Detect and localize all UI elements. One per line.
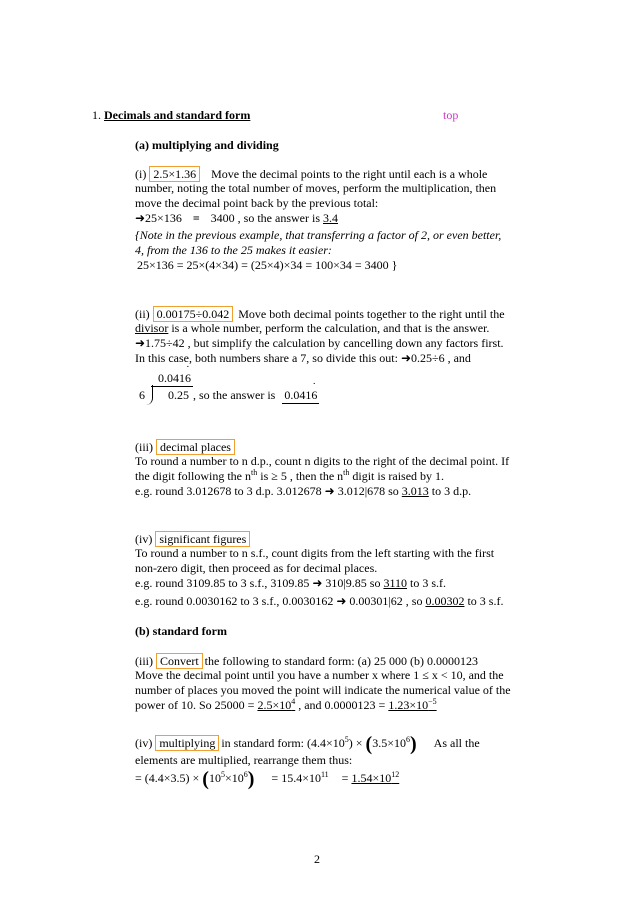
item-i-line1: (i) 2.5×1.36 Move the decimal points to the right until each is a whole [135, 167, 488, 181]
item-b4-line3: = $(4.4\times 3.5) \times (10^5\times 10^6) = 15.4\times 10^{11} = 1.54\times 10^{12}$ [135, 768, 400, 790]
division-quotient: 0.0416 ˙ [158, 371, 191, 386]
item-iv-line4: e.g. round 3109.85 to 3 s.f., 3109.85 ➜ 310|9.85 so 3110 to 3 s.f. [135, 576, 447, 590]
division-answer-line: , so the answer is 0.0416 ˙ [193, 388, 319, 404]
item-iv-line2: To round a number to n s.f., count digits from the left starting with the first [135, 546, 495, 560]
term-decimal-places: decimal places [156, 439, 235, 455]
item-ii-expression: 0.00175÷0.042 [153, 306, 234, 322]
item-iii-line3: the digit following the $n^{th}$ is ≥ 5 , then the $n^{th}$ digit is raised by 1. [135, 468, 445, 483]
item-b3-line1: (iii) Convert the following to standard form: (a) 25 000 (b) 0.0000123 [135, 654, 478, 668]
term-significant-figures: significant figures [155, 531, 250, 547]
item-i-line4: ➜25×136 = 3400 , so the answer is 3.4 [135, 211, 338, 225]
item-ii-line3: ➜1.75÷42 , but simplify the calculation by cancelling down any factors first. [135, 336, 504, 350]
division-bracket [146, 385, 153, 405]
item-ii-answer: 0.0416 ˙ [282, 388, 319, 404]
term-convert: Convert [156, 653, 203, 669]
item-b4-answer: $1.54\times 10^{12}$ [351, 770, 400, 785]
item-iv-line1: (iv) significant figures [135, 531, 252, 547]
item-ii-line4: In this case, both numbers share a 7, so divide this out: ➜0.25÷6 , and [135, 351, 471, 365]
item-iii-line4: e.g. round 3.012678 to 3 d.p. 3.012678 ➜ 3.012|678 so 3.013 to 3 d.p. [135, 484, 472, 498]
item-b3-line2: Move the decimal point until you have a number x where 1 ≤ x < 10, and the [135, 668, 504, 682]
item-i-line3: move the decimal point back by the previous total: [135, 196, 379, 210]
division-bar [151, 386, 193, 387]
section-number: 1. [92, 108, 101, 122]
item-iv-answer1: 3110 [383, 576, 408, 590]
division-dividend: 0.25 [168, 388, 189, 402]
item-b4-line2: elements are multiplied, rearrange them thus: [135, 753, 353, 767]
subheading-b: (b) standard form [135, 624, 227, 638]
page-number: 2 [314, 852, 320, 866]
item-i-answer: 3.4 [323, 211, 338, 225]
item-iv-line3: non-zero digit, then proceed as for decimal places. [135, 561, 378, 575]
item-i-line2: number, noting the total number of moves, perform the multiplication, then [135, 181, 497, 195]
division-divisor: 6 [139, 388, 145, 402]
item-iv-answer2: 0.00302 [425, 594, 465, 608]
item-iii-line2: To round a number to n d.p., count n digits to the right of the decimal point. If [135, 454, 510, 468]
item-i-expression: 2.5×1.36 [149, 166, 200, 182]
top-link[interactable]: top [443, 108, 459, 122]
item-b3-answer2: $1.23\times 10^{-5}$ [388, 697, 437, 712]
item-b3-line4: power of 10. So $25000 = 2.5\times 10^4$ , and $0.0000123 = 1.23\times 10^{-5}$ [135, 697, 437, 712]
item-ii-line1: (ii) 0.00175÷0.042 Move both decimal points together to the right until the [135, 307, 505, 321]
section-heading [92, 108, 250, 123]
item-b4-line1: (iv) multiplying in standard form: $(4.4\times 10^5) \times (3.5\times 10^6)$ As all the [135, 733, 480, 755]
item-i-note2: 4, from the 136 to the 25 makes it easier: [135, 243, 332, 257]
item-i-note3: 25×136 = 25×(4×34) = (25×4)×34 = 100×34 = 3400 } [137, 258, 398, 272]
item-b3-line3: number of places you moved the point will indicate the numerical value of the [135, 683, 511, 697]
subheading-a: (a) multiplying and dividing [135, 138, 279, 152]
item-b3-answer1: $2.5\times 10^4$ [257, 697, 296, 712]
item-iv-line5: e.g. round 0.0030162 to 3 s.f., 0.0030162 ➜ 0.00301|62 , so 0.00302 to 3 s.f. [135, 594, 504, 608]
item-iii-line1: (iii) decimal places [135, 439, 237, 455]
item-ii-line2: divisor is a whole number, perform the calculation, and that is the answer. [135, 321, 490, 335]
item-i-note1: {Note in the previous example, that transferring a factor of 2, or even better, [135, 228, 502, 242]
section-title: Decimals and standard form [104, 108, 251, 122]
term-multiplying: multiplying [155, 735, 219, 751]
item-iii-answer: 3.013 [401, 484, 429, 498]
